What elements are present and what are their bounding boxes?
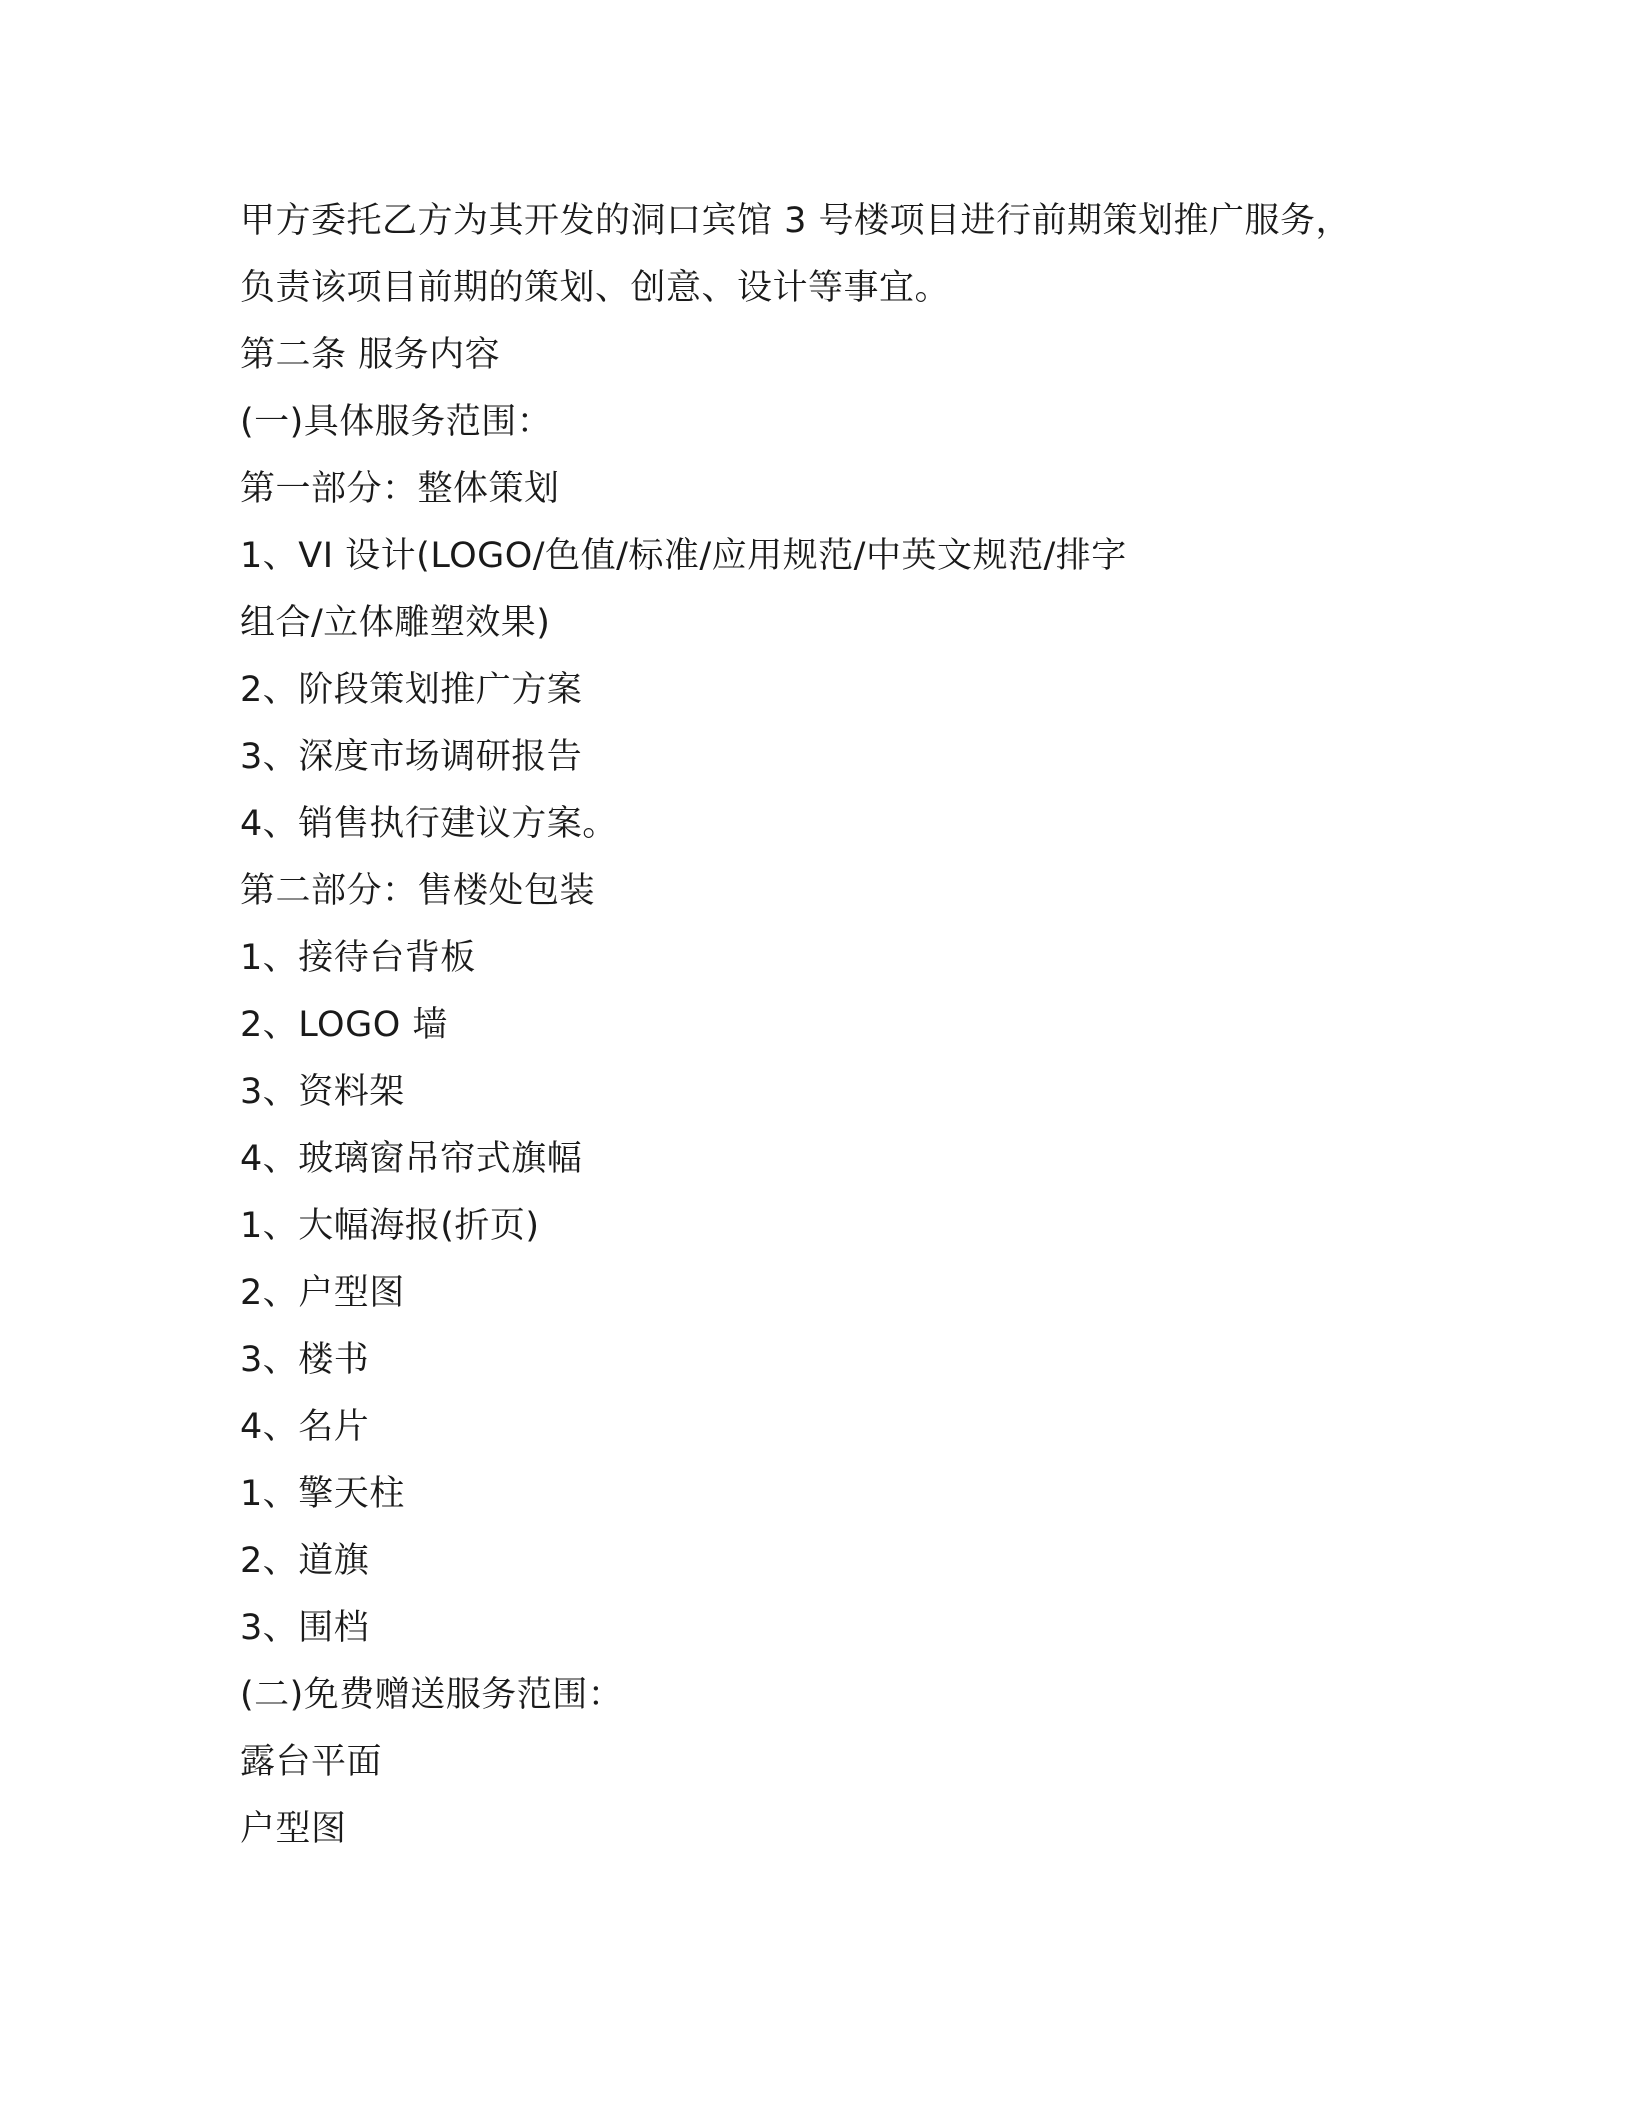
list-item: 4、销售执行建议方案。 [240,804,618,844]
text-line: 负责该项目前期的策划、创意、设计等事宜。 [240,268,951,308]
list-item: 3、资料架 [240,1072,405,1112]
list-item: 2、LOGO 墙 [240,1005,448,1045]
list-item: 3、深度市场调研报告 [240,737,583,777]
list-item: 户型图 [240,1809,347,1849]
list-item: 4、名片 [240,1407,370,1447]
text-line: 甲方委托乙方为其开发的洞口宾馆 3 号楼项目进行前期策划推广服务， [240,201,1352,241]
list-item: 1、接待台背板 [240,938,476,978]
list-item: 4、玻璃窗吊帘式旗幅 [240,1139,583,1179]
list-item: 1、大幅海报(折页) [240,1206,540,1246]
list-item: 3、围档 [240,1608,370,1648]
list-item: 3、楼书 [240,1340,370,1380]
section-heading: 第二条 服务内容 [240,335,501,375]
list-item-continuation: 组合/立体雕塑效果) [240,603,551,643]
subsection-heading: (一)具体服务范围： [240,402,553,442]
list-item: 2、阶段策划推广方案 [240,670,583,710]
list-item: 2、户型图 [240,1273,405,1313]
list-item: 1、VI 设计(LOGO/色值/标准/应用规范/中英文规范/排字 [240,536,1127,576]
list-item: 1、擎天柱 [240,1474,405,1514]
list-item: 露台平面 [240,1742,383,1782]
list-item: 2、道旗 [240,1541,370,1581]
part-heading: 第一部分：整体策划 [240,469,560,509]
subsection-heading: (二)免费赠送服务范围： [240,1675,624,1715]
part-heading: 第二部分：售楼处包装 [240,871,596,911]
document-body [240,188,1440,1863]
